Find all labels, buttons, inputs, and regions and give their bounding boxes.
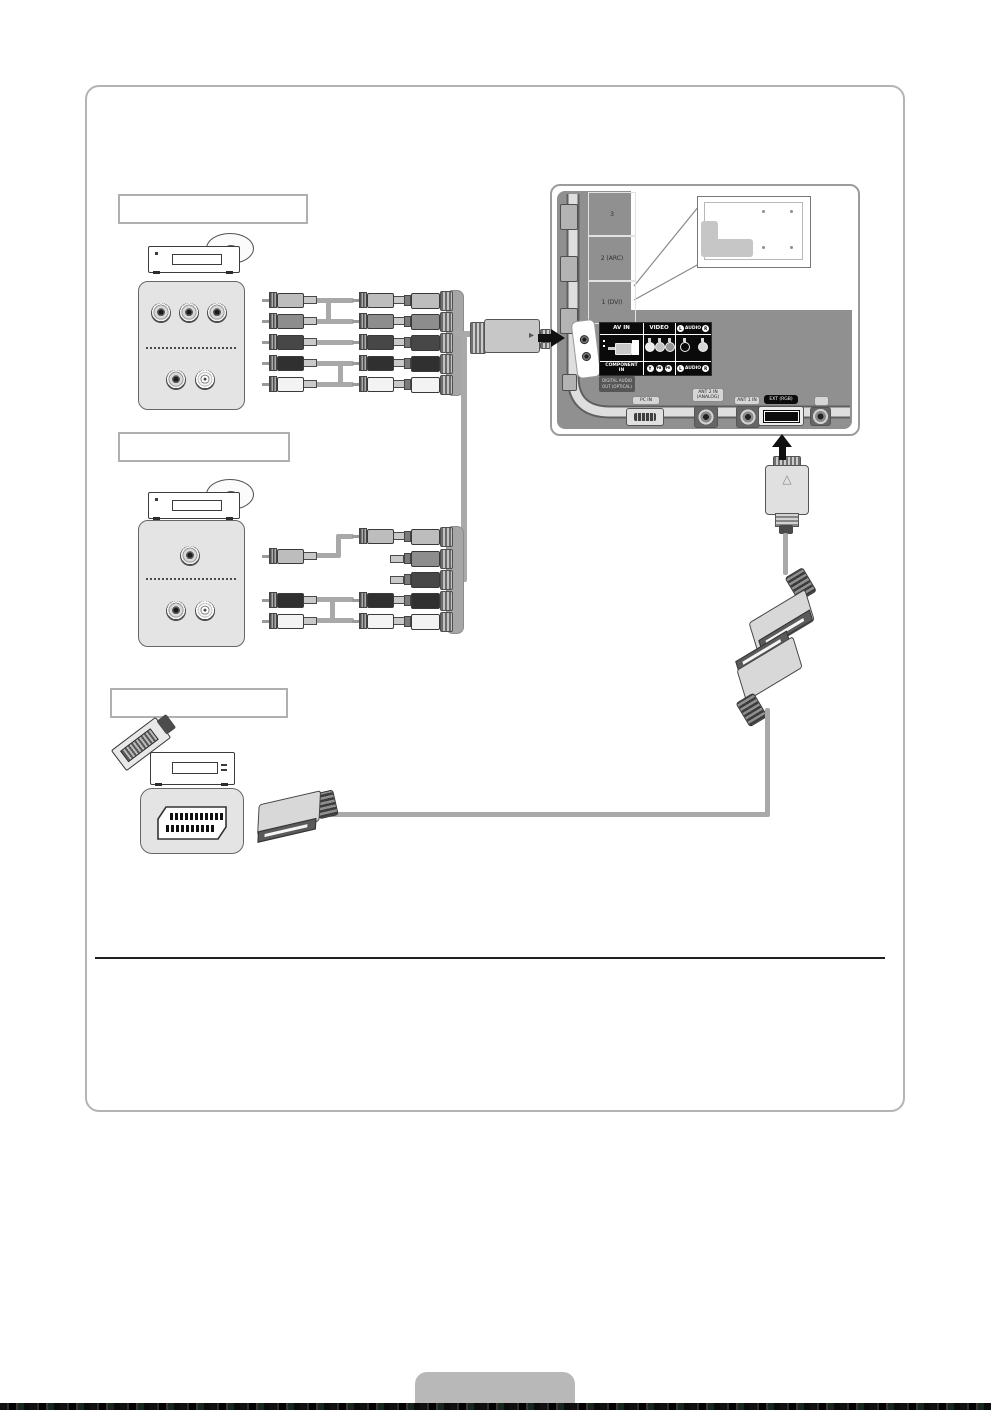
component-pb-jack [179, 303, 199, 323]
rca-coupler [404, 291, 453, 310]
r-circle: R [704, 366, 708, 371]
ext-arrow-stem [779, 446, 786, 460]
rca-plug-y [352, 293, 407, 307]
dsub-pins [634, 413, 656, 421]
audio-r-jack [166, 370, 186, 390]
video-label: VIDEO [649, 325, 669, 331]
section-label-composite [118, 432, 290, 462]
cable-jog [326, 300, 331, 322]
socket-icon [632, 340, 639, 355]
pc-in-port [626, 408, 664, 426]
component-out-panel [138, 281, 245, 410]
audio-lr-label: L AUDIO R [675, 362, 711, 375]
rca-plug-audio-l [352, 377, 407, 391]
aux-port [810, 407, 831, 426]
device-foot [221, 783, 228, 786]
cable-segment [312, 361, 354, 366]
rca-plug-y [262, 293, 317, 307]
composite-out-panel [138, 520, 245, 647]
screw-dot [762, 210, 765, 213]
cable-segment [312, 340, 354, 345]
rca-coupler [404, 312, 453, 331]
rca-coupler [404, 527, 453, 546]
samsung-scart-adapter-plug [765, 465, 809, 515]
audio-lr-label: L AUDIO R [675, 323, 711, 334]
aux-port-badge [814, 396, 829, 406]
power-led [155, 252, 158, 255]
rca-socket-icon [698, 338, 707, 351]
unused-plug-tip [390, 555, 404, 563]
disc-tray [172, 500, 222, 511]
pc-in-badge: PC IN [632, 396, 660, 405]
ypbpr-labels [643, 362, 675, 375]
device-foot [153, 271, 160, 274]
rca-plug-video [262, 549, 317, 563]
plug-direction-mark: ▸ [528, 330, 534, 341]
rca-plug-pb [352, 314, 407, 328]
rca-coupler [404, 333, 453, 352]
plug-icon [608, 347, 615, 350]
adapter-cable [783, 533, 788, 575]
rca-plug-pr [352, 335, 407, 349]
scart-socket-graphic [157, 806, 227, 840]
cable-segment [312, 319, 354, 324]
audio-l-jack [195, 370, 215, 390]
rca-coupler [404, 354, 453, 373]
rca-plug-audio-l [262, 377, 317, 391]
l-circle: L [677, 365, 684, 372]
digital-audio-out-badge: DIGITAL AUDIO OUT (OPTICAL) [599, 376, 635, 392]
ext-rgb-badge: EXT (RGB) [764, 395, 798, 404]
rca-plug-pb [262, 314, 317, 328]
rca-plug-video [352, 529, 407, 543]
device-marking [221, 764, 227, 766]
scart-slot [764, 411, 799, 422]
cable-jog [338, 363, 343, 385]
disc-tray [172, 254, 222, 265]
panel-divider-dots [146, 578, 236, 580]
rca-socket-icon [645, 338, 654, 351]
ant1-in-badge: ANT 1 IN [734, 396, 760, 405]
panel-divider-dots [146, 347, 236, 349]
section-label-scart [110, 688, 288, 718]
rca-coupler [404, 570, 453, 589]
optical-port-socket [562, 374, 577, 391]
ant1-in-port [736, 406, 760, 428]
hdmi-label-1-dvi: 1 (DVI) [588, 280, 636, 324]
device-foot [226, 271, 233, 274]
rca-plug-audio-r [352, 593, 407, 607]
av-adapter-miniplug [484, 319, 540, 353]
cable-jog [330, 599, 335, 621]
ant2-in-port [694, 406, 718, 428]
warning-triangle-icon: △ [782, 472, 792, 486]
cassette-slot [172, 762, 218, 774]
audio-r-jack [166, 601, 186, 621]
rca-plug-audio-r [262, 356, 317, 370]
video-out-jack [180, 546, 200, 566]
rca-socket-icon [665, 338, 674, 351]
rca-plug-audio-l [262, 614, 317, 628]
unused-plug-tip [390, 576, 404, 584]
device-foot [155, 783, 162, 786]
plug-icon [615, 343, 632, 355]
rca-coupler [404, 591, 453, 610]
y-circle: Y [647, 365, 654, 372]
hdmi-port-socket [560, 256, 578, 282]
r-circle: R [704, 326, 708, 331]
pb-circle: PB [656, 366, 662, 370]
rca-plug-audio-l [352, 614, 407, 628]
tv-front-inset [697, 196, 811, 268]
bracket-shape [701, 239, 753, 257]
rca-plug-pr [262, 335, 317, 349]
component-in-jack-hole [581, 351, 591, 361]
component-y-jack [151, 303, 171, 323]
ant2-in-badge: ANT 2 IN (ANALOG) [692, 388, 724, 402]
rca-socket-icon [655, 338, 664, 351]
hdmi-port-socket [560, 204, 578, 230]
component-in-label: COMPONENT IN [605, 363, 638, 374]
device-marking [221, 769, 227, 771]
rca-plug-audio-r [352, 356, 407, 370]
rca-socket-icon [680, 338, 689, 351]
screw-dot [790, 210, 793, 213]
vcr-scart-panel [140, 788, 244, 854]
rca-coupler [404, 612, 453, 631]
av-in-label: AV IN [613, 325, 630, 331]
cable-segment [312, 382, 354, 387]
scart-cable-vertical [765, 708, 770, 816]
scart-cable-horizontal [330, 812, 770, 817]
section-divider [95, 957, 885, 959]
av-in-jack-hole [579, 335, 589, 345]
jack-guide-dot [603, 340, 605, 342]
insert-arrow-stem [538, 334, 551, 342]
l-circle: L [677, 325, 684, 332]
component-pr-jack [207, 303, 227, 323]
rca-coupler [404, 375, 453, 394]
section-label-component [118, 194, 308, 224]
audio-l-jack [195, 601, 215, 621]
panel-separator [600, 334, 711, 335]
av-in-label-panel [599, 322, 712, 376]
ext-rgb-scart-port [758, 406, 804, 426]
hdmi-label-3: 3 [588, 192, 636, 237]
screw-dot [762, 246, 765, 249]
hdmi-label-2-arc: 2 (ARC) [588, 235, 636, 282]
jack-guide-dot [603, 345, 605, 347]
power-led [155, 498, 158, 501]
pr-circle: PR [665, 366, 671, 370]
insert-arrow-icon [551, 329, 565, 347]
cable-segment [312, 298, 354, 303]
page-edge-strip [0, 1403, 991, 1410]
rca-coupler [404, 549, 453, 568]
screw-dot [790, 246, 793, 249]
cable-jog [336, 536, 341, 558]
rca-plug-audio-r [262, 593, 317, 607]
